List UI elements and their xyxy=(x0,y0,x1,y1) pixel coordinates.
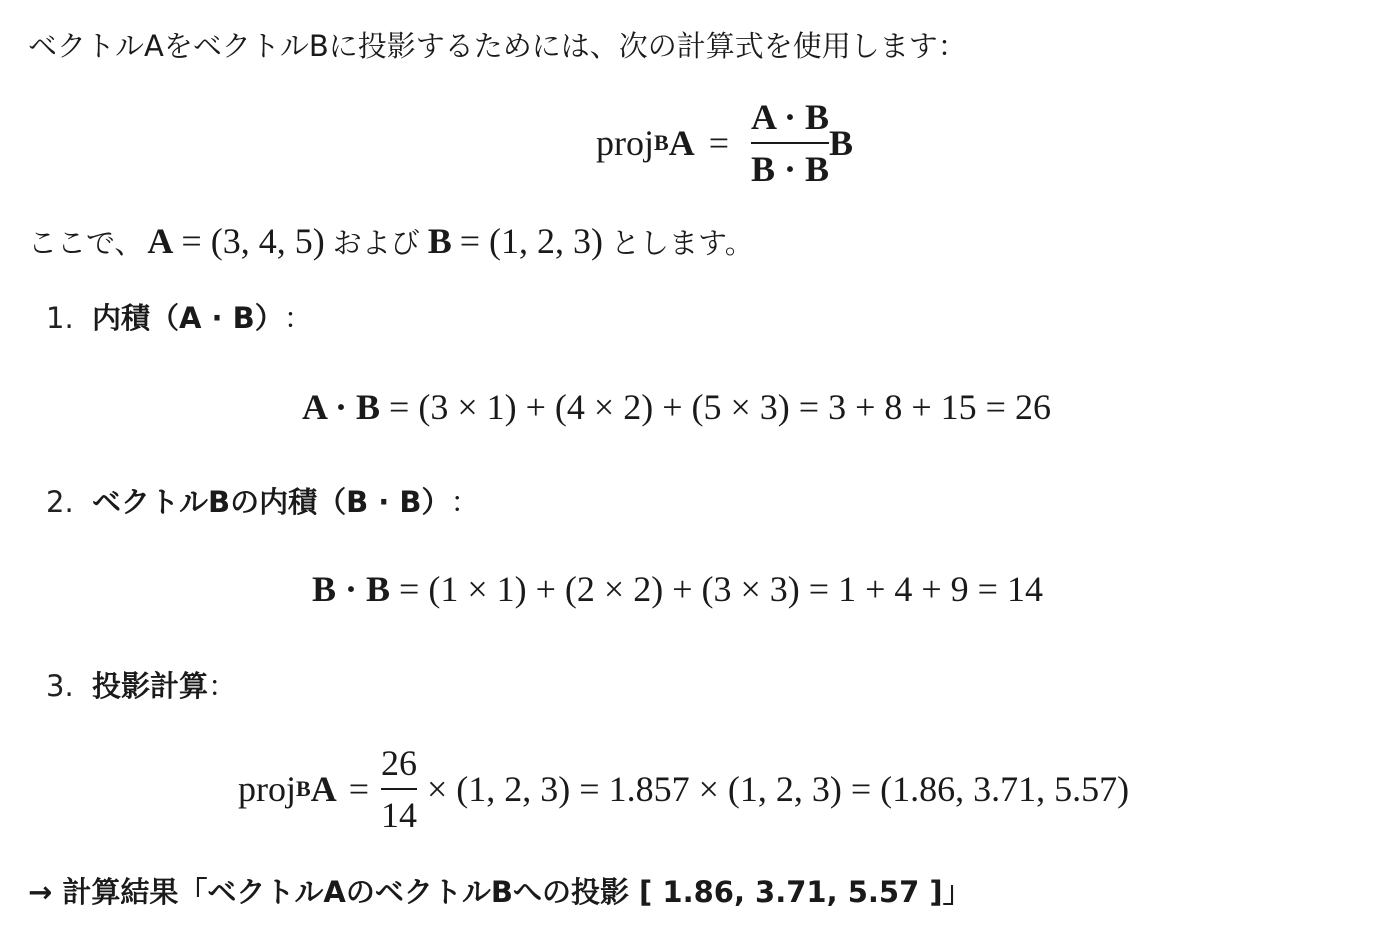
formula-lhs-vector: A xyxy=(668,123,695,163)
vector-a-symbol: A xyxy=(147,221,174,261)
formula-fraction xyxy=(751,96,829,190)
step-1-equation-lhs: A · B xyxy=(302,387,381,427)
step-2-header xyxy=(46,480,480,521)
step-1-equation-rhs: = (3 × 1) + (4 × 2) + (5 × 3) = 3 + 8 + 15 = 26 xyxy=(389,387,1051,427)
definition-and: および xyxy=(332,226,420,260)
proj-label: proj xyxy=(596,123,654,163)
step-3-vector: A xyxy=(310,769,337,809)
step-2-colon: ： xyxy=(450,485,480,519)
step-2-equation-rhs: = (1 × 1) + (2 × 2) + (3 × 3) = 1 + 4 + 9 = 14 xyxy=(399,569,1043,609)
vector-a-value: = (3, 4, 5) xyxy=(181,221,325,261)
fraction-numerator: A · B xyxy=(751,97,830,137)
definition-prefix: ここで、 xyxy=(28,226,144,260)
vector-b-value: = (1, 2, 3) xyxy=(459,221,604,261)
step-1-colon: ： xyxy=(283,301,313,335)
step-3-header xyxy=(46,664,237,705)
vector-b-symbol: B xyxy=(427,221,452,261)
step-2-number: 2. xyxy=(46,485,74,519)
step-1-header xyxy=(46,296,313,337)
definition-line xyxy=(28,220,754,262)
step-1-number: 1. xyxy=(46,301,74,335)
step-3-title: 投影計算 xyxy=(92,669,209,703)
step-3-proj-label: proj xyxy=(238,769,296,809)
step-3-proj-subscript: B xyxy=(296,776,311,801)
result-line: → 計算結果「ベクトルAのベクトルBへの投影 [ 1.86, 3.71, 5.57 ]」 xyxy=(28,875,972,909)
step-2-title: ベクトルBの内積（B · B） xyxy=(92,485,451,519)
step-3-number: 3. xyxy=(46,669,74,703)
step-3-fraction xyxy=(381,742,417,836)
fraction-denominator: B · B xyxy=(751,149,830,189)
step-3-equation xyxy=(238,742,1129,836)
proj-subscript: B xyxy=(654,130,669,155)
step-3-equation-rest: × (1, 2, 3) = 1.857 × (1, 2, 3) = (1.86, 3.71, 5.57) xyxy=(427,769,1130,809)
step-2-equation xyxy=(312,568,1043,610)
formula-rhs-vector: B xyxy=(829,123,854,163)
fraction-bar xyxy=(751,142,829,144)
step-3-equals: = xyxy=(348,769,369,809)
step-3-fraction-numerator: 26 xyxy=(381,743,417,783)
step-1-equation xyxy=(302,386,1051,428)
step-3-fraction-bar xyxy=(381,788,417,790)
formula-equals: = xyxy=(708,123,729,163)
step-3-fraction-denominator: 14 xyxy=(381,795,417,835)
definition-suffix: とします。 xyxy=(611,226,754,260)
step-1-title: 内積（A · B） xyxy=(92,301,284,335)
intro-text: ベクトルAをベクトルBに投影するためには、次の計算式を使用します： xyxy=(28,29,967,63)
step-3-colon: ： xyxy=(208,669,238,703)
step-2-equation-lhs: B · B xyxy=(312,569,391,609)
projection-formula xyxy=(596,96,853,190)
